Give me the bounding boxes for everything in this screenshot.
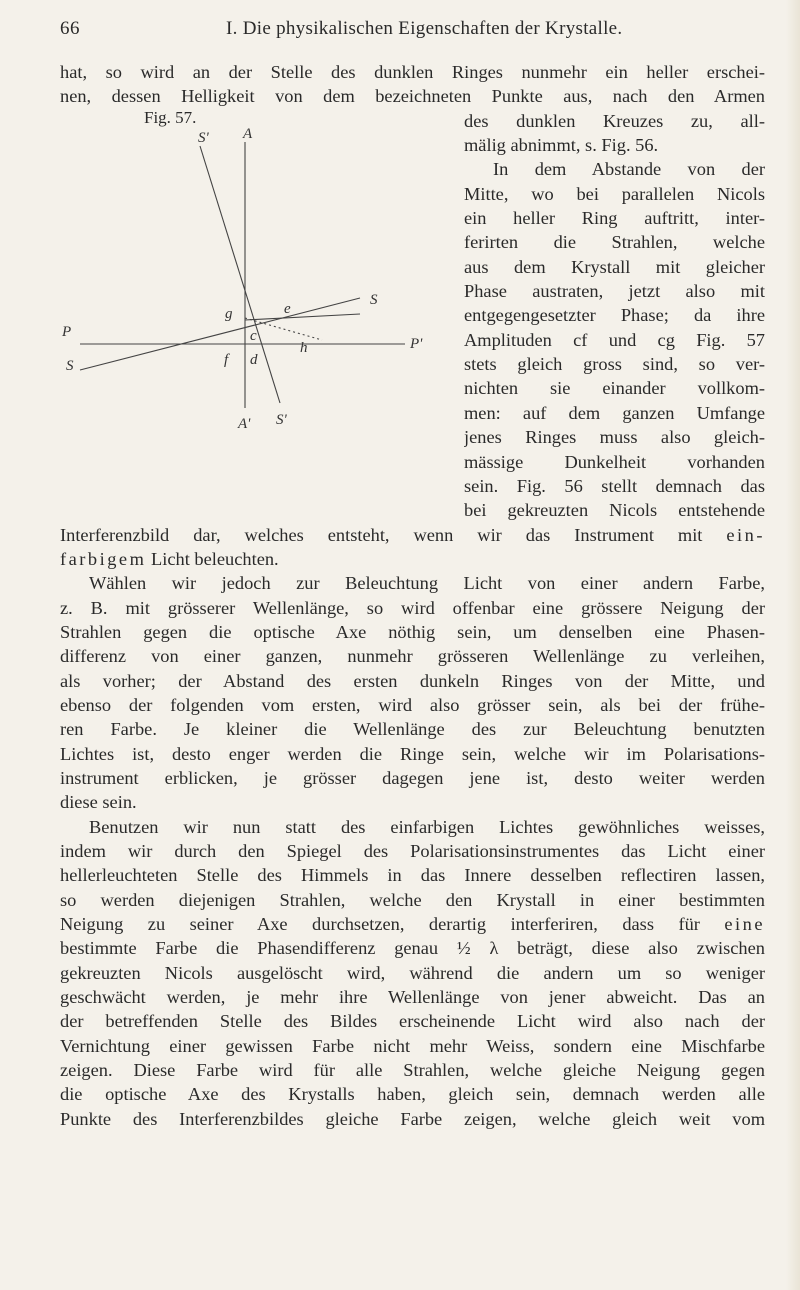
text-line: so werden diejenigen Strahlen, welche den Krystall in einer bestimmten [60, 889, 765, 910]
text-line: die optische Axe des Krystalls haben, gleich sein, demnach werden alle [60, 1084, 765, 1105]
emphasis-spaced: eine [724, 914, 765, 935]
label-S-left: S [66, 358, 74, 374]
emphasis-spaced: ein- [726, 524, 765, 545]
text-run: Neigung zu seiner Axe durchsetzen, derartig interferiren, dass für [60, 914, 700, 935]
emphasis-spaced: farbigem [60, 548, 147, 569]
text-line [60, 912, 765, 936]
text-line: Phase austraten, jetzt also mit [464, 281, 765, 302]
label-e: e [284, 301, 291, 317]
label-P: P [62, 324, 72, 340]
text-line: differenz von einer ganzen, nunmehr grösseren Wellenlänge zu verleihen, [60, 646, 765, 667]
text-line [60, 523, 765, 547]
figure-caption: Fig. 57. [144, 108, 197, 127]
text-line: des dunklen Kreuzes zu, all- [464, 110, 765, 131]
text-line: hellerleuchteten Stelle des Himmels in das Innere desselben reflectiren lassen, [60, 865, 765, 886]
body-text [60, 60, 765, 1131]
label-S-right: S [370, 292, 378, 308]
label-d: d [250, 352, 258, 368]
text-line: Vernichtung einer gewissen Farbe nicht mehr Weiss, sondern eine Mischfarbe [60, 1035, 765, 1056]
text-line: aus dem Krystall mit gleicher [464, 256, 765, 277]
text-line: bei gekreuzten Nicols entstehende [464, 500, 765, 521]
label-S-prime-bottom: S' [276, 412, 287, 428]
label-g: g [225, 306, 233, 322]
text-line: ein heller Ring auftritt, inter- [464, 208, 765, 229]
text-run: Licht beleuchten. [151, 548, 279, 569]
text-line: indem wir durch den Spiegel des Polarisationsinstrumentes das Licht einer [60, 841, 765, 861]
text-line: jenes Ringes muss also gleich- [464, 427, 765, 448]
text-line: sein. Fig. 56 stellt demnach das [464, 475, 765, 496]
label-h: h [300, 340, 308, 356]
label-A-top: A [243, 126, 253, 142]
text-line: zeigen. Diese Farbe wird für alle Strahlen, welche gleiche Neigung gegen [60, 1060, 765, 1081]
label-S-prime-top: S' [198, 130, 209, 146]
text-line: stets gleich gross sind, so ver- [464, 354, 765, 375]
text-line: instrument erblicken, je grösser dagegen jene ist, desto weiter werden [60, 767, 765, 788]
text-line: ebenso der folgenden vom ersten, wird also grösser sein, als bei der frühe- [60, 694, 765, 715]
text-line: nen, dessen Helligkeit von dem bezeichneten Punkte aus, nach den Armen [60, 86, 765, 107]
text-line: bestimmte Farbe die Phasendifferenz genau ½ λ beträgt, diese also zwischen [60, 938, 765, 959]
text-line: ren Farbe. Je kleiner die Wellenlänge des zur Beleuchtung benutzten [60, 719, 765, 740]
text-line: mässige Dunkelheit vorhanden [464, 451, 765, 472]
label-P-prime: P' [410, 336, 423, 352]
text-line: Punkte des Interferenzbildes gleiche Farbe zeigen, welche gleich weit vom [60, 1108, 765, 1129]
text-line: mälig abnimmt, s. Fig. 56. [464, 135, 659, 156]
text-line: Lichtes ist, desto enger werden die Ringe sein, welche wir im Polarisations- [60, 743, 765, 764]
page-header [60, 18, 760, 48]
text-line: diese sein. [60, 792, 137, 813]
text-line: Benutzen wir nun statt des einfarbigen Lichtes gewöhnliches weisses, [89, 816, 765, 837]
text-line: In dem Abstande von der [493, 159, 765, 180]
text-line: hat, so wird an der Stelle des dunklen Ringes nunmehr ein heller erschei- [60, 62, 765, 82]
text-line: geschwächt werden, je mehr ihre Wellenlänge von jener abweicht. Das an [60, 987, 765, 1008]
text-line: Strahlen gegen die optische Axe nöthig sein, um denselben eine Phasen- [60, 621, 765, 642]
text-line: ferirten die Strahlen, welche [464, 232, 765, 253]
text-run: Interferenzbild dar, welches entsteht, wenn wir das Instrument mit [60, 524, 703, 545]
text-line [60, 547, 765, 571]
page-edge [786, 0, 800, 1290]
label-c: c [250, 328, 257, 344]
text-line: Mitte, wo bei parallelen Nicols [464, 183, 765, 204]
text-line: entgegengesetzter Phase; da ihre [464, 305, 765, 326]
text-line: men: auf dem ganzen Umfange [464, 402, 765, 423]
page-number: 66 [60, 18, 80, 39]
label-A-prime: A' [238, 416, 251, 432]
text-line: z. B. mit grösserer Wellenlänge, so wird offenbar eine grössere Neigung der [60, 597, 765, 618]
text-line: als vorher; der Abstand des ersten dunkeln Ringes von der Mitte, und [60, 670, 765, 691]
text-line: nichten sie einander vollkom- [464, 378, 765, 399]
running-title: I. Die physikalischen Eigenschaften der Krystalle. [226, 18, 623, 39]
text-line: gekreuzten Nicols ausgelöscht wird, während die andern um so weniger [60, 962, 765, 983]
text-line: Amplituden cf und cg Fig. 57 [464, 329, 765, 350]
text-line: Wählen wir jedoch zur Beleuchtung Licht von einer andern Farbe, [89, 573, 765, 594]
text-line: der betreffenden Stelle des Bildes erscheinende Licht wird also nach der [60, 1011, 765, 1032]
label-f: f [224, 352, 229, 368]
